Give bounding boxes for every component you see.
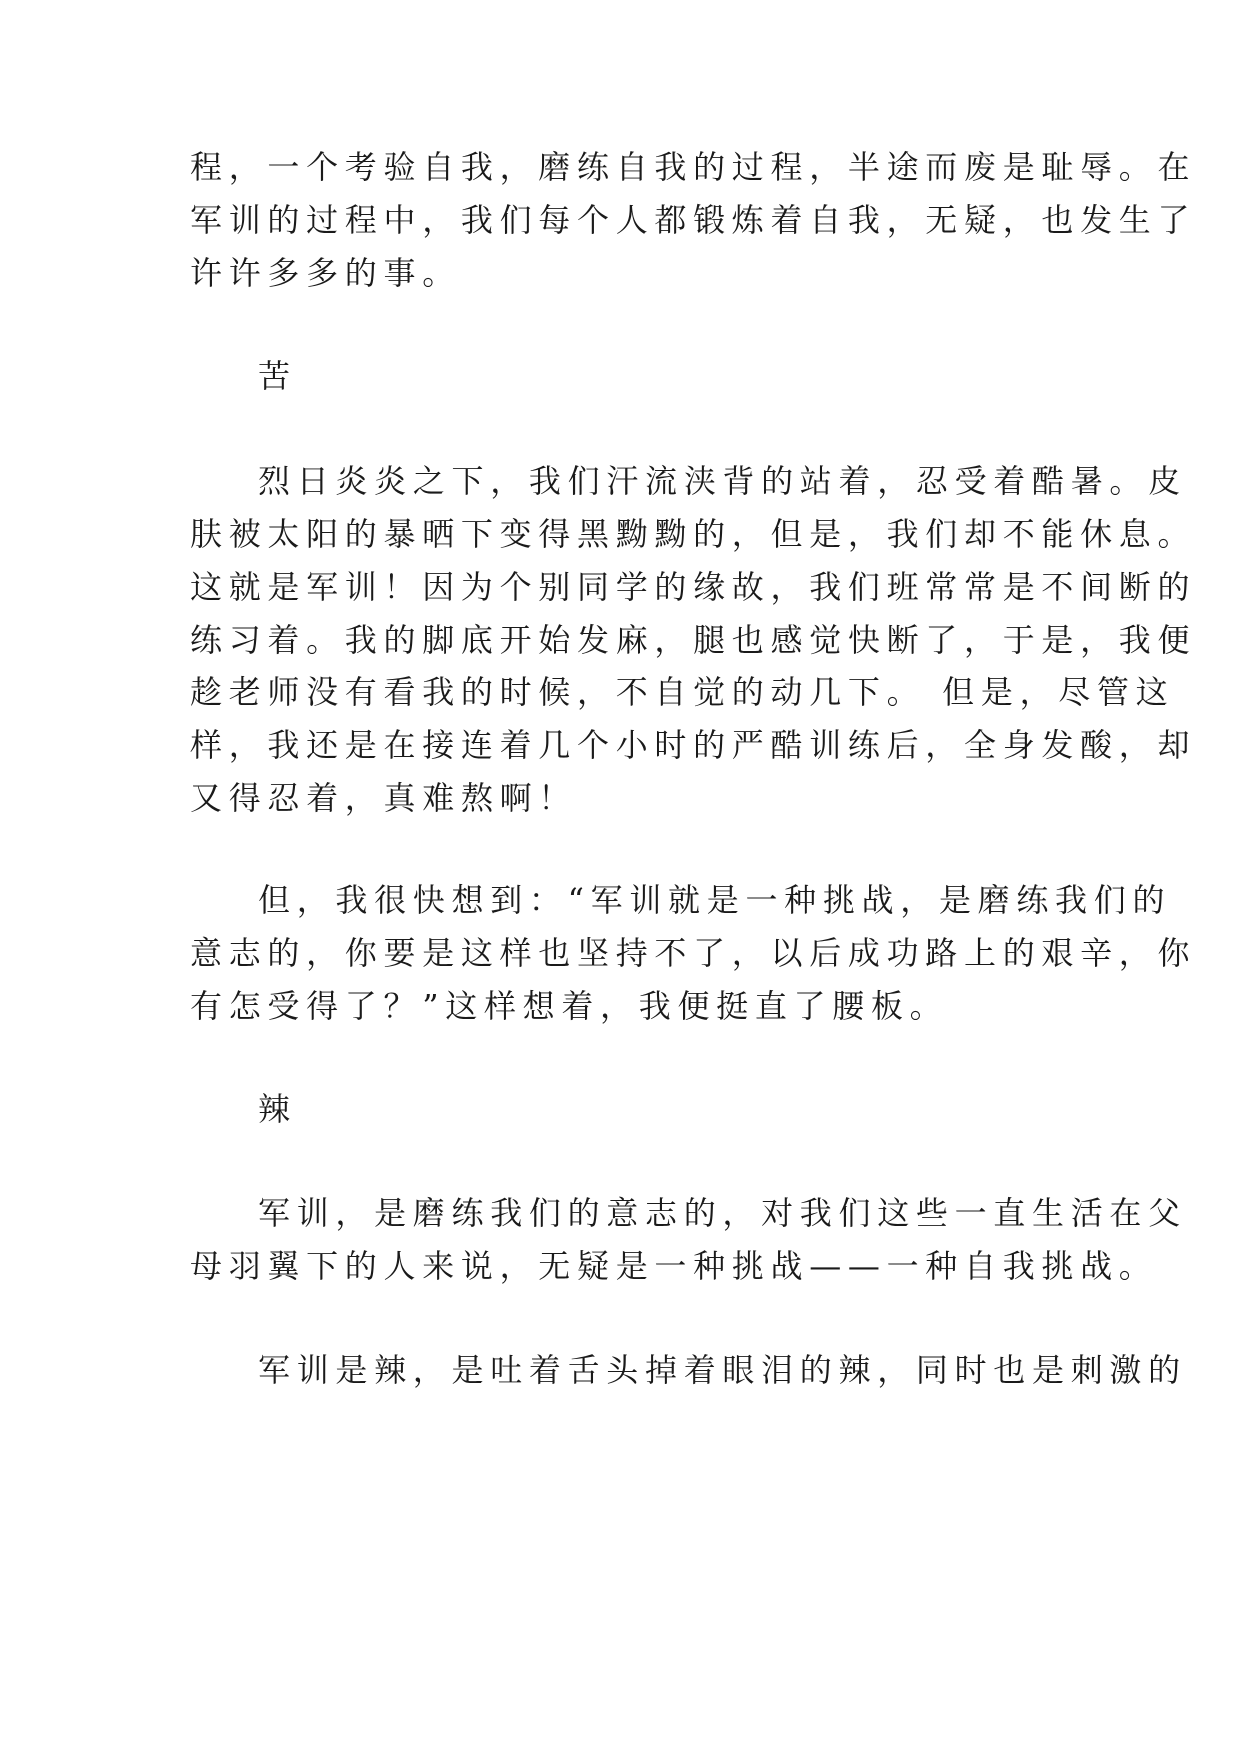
text-line: 母羽翼下的人来说，无疑是一种挑战——一种自我挑战。	[190, 1247, 1158, 1285]
section-heading-la: 辣	[258, 1090, 297, 1128]
text-line: 有怎受得了？”这样想着，我便挺直了腰板。	[190, 987, 949, 1025]
text-line: 程，一个考验自我，磨练自我的过程，半途而废是耻辱。在	[190, 148, 1197, 186]
section-heading-ku: 苦	[258, 357, 297, 395]
text-line: 烈日炎炎之下，我们汗流浃背的站着，忍受着酷暑。皮	[258, 462, 1187, 500]
text-line: 又得忍着，真难熬啊！	[190, 779, 578, 817]
text-line: 这就是军训！因为个别同学的缘故，我们班常常是不间断的	[190, 568, 1197, 606]
text-line: 军训，是磨练我们的意志的，对我们这些一直生活在父	[258, 1194, 1187, 1232]
text-line: 许许多多的事。	[190, 254, 461, 292]
text-line: 样，我还是在接连着几个小时的严酷训练后，全身发酸，却	[190, 726, 1197, 764]
text-line: 趁老师没有看我的时候，不自觉的动几下。 但是，尽管这	[190, 673, 1175, 711]
text-line: 但，我很快想到：“军训就是一种挑战，是磨练我们的	[258, 881, 1172, 919]
text-line: 意志的，你要是这样也坚持不了，以后成功路上的艰辛，你	[190, 934, 1197, 972]
text-line: 军训是辣，是吐着舌头掉着眼泪的辣，同时也是刺激的	[258, 1351, 1187, 1389]
text-line: 肤被太阳的暴晒下变得黑黝黝的，但是，我们却不能休息。	[190, 515, 1197, 553]
text-line: 练习着。我的脚底开始发麻，腿也感觉快断了，于是，我便	[190, 621, 1197, 659]
text-line: 军训的过程中，我们每个人都锻炼着自我，无疑，也发生了	[190, 201, 1197, 239]
